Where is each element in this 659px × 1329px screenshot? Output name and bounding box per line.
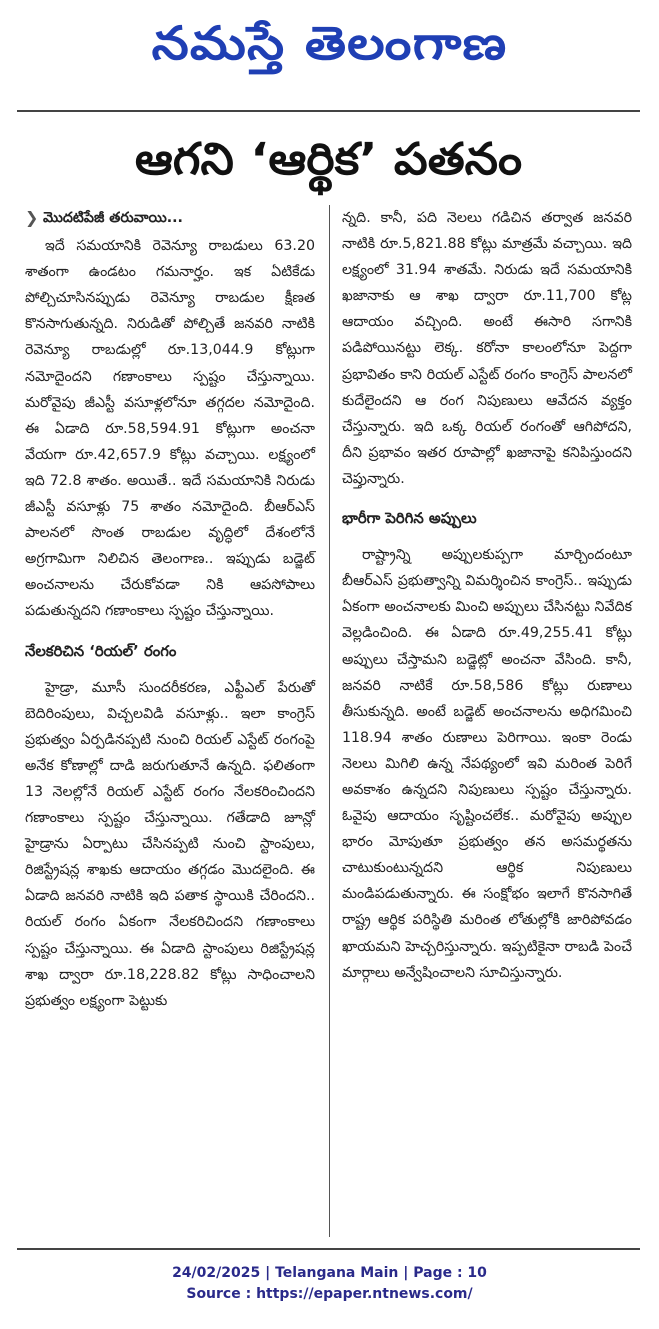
masthead-logo: నమస్తే తెలంగాణ xyxy=(151,16,508,70)
paragraph: ఇదే సమయానికి రెవెన్యూ రాబడులు 63.20 శాతంగా ఉండటం గమనార్హం. ఇక ఏటికేడు పోల్చిచూసినప్పుడు రెవెన్యూ రాబడుల క్షీణత కొనసాగుతున్నది. నిరుడితో పోల్చితే జనవరి నాటికి రెవెన్యూ రాబడుల్లో రూ.13,044.9 కోట్లుగా నమోదైందని గణాంకాలు స్పష్టం చేస్తున్నాయి. మరోవైపు జీఎస్టీ వసూళ్లలోనూ తగ్గదల నమోదైంది. ఈ ఏడాది రూ.58,594.91 కోట్లుగా అంచనా వేయగా రూ.42,657.9 కోట్లు వచ్చాయి. లక్ష్యంలో ఇది 72.8 శాతం. అయితే.. ఇదే సమయానికి నిరుడు జీఎస్టీ వసూళ్లు 75 శాతం నమోదైంది. బీఆర్ఎస్ పాలనలో సొంత రాబడుల వృద్ధిలో దేశంలోనే అగ్రగామిగా నిలిచిన తెలంగాణ.. ఇప్పుడు బడ్జెట్ అంచనాలను చేరుకోవడా నికి ఆపసోపాలు పడుతున్నదని గణాంకాలు స్పష్టం చేస్తున్నాయి. xyxy=(25,238,315,620)
section-subhead: నేలకరిచిన ‘రియల్’ రంగం xyxy=(25,642,177,660)
paragraph: న్నది. కానీ, పది నెలలు గడిచిన తర్వాత జనవరి నాటికి రూ.5,821.88 కోట్లు మాత్రమే వచ్చాయి. ఇది లక్ష్యంలో 31.94 శాతమే. నిరుడు ఇదే సమయానికి ఖజానాకు ఆ శాఖ ద్వారా రూ.11,700 కోట్ల ఆదాయం వచ్చింది. అంటే ఈసారి సగానికి పడిపోయినట్టు లెక్క. కరోనా కాలంలోనూ పెద్దగా ప్రభావితం కాని రియల్ ఎస్టేట్ రంగం కాంగ్రెస్ పాలనలో కుదేలైందని ఆ రంగ నిపుణులు ఆవేదన వ్యక్తం చేస్తున్నారు. ఇది ఒక్క రియల్ రంగంతో ఆగిపోదని, దీని ప్రభావం ఇతర రూపాల్లో ఖజానాపై కనిపిస్తుందని చెప్తున్నారు. xyxy=(342,210,632,487)
paragraph: హైడ్రా, మూసీ సుందరీకరణ, ఎఫ్టీఎల్ పేరుతో బెదిరింపులు, విచ్చలవిడి వసూళ్లు.. ఇలా కాంగ్రెస్ ప్రభుత్వం ఏర్పడినప్పటి నుంచి రియల్ ఎస్టేట్ రంగంపై అనేక కోణాల్లో దాడి జరుగుతూనే ఉన్నది. ఫలితంగా 13 నెలల్లోనే రియల్ ఎస్టేట్ రంగం నేలకరించిందని గణాంకాలు స్పష్టం చేస్తున్నాయి. గతేడాది జూన్లో హైడ్రాను ఏర్పాటు చేసినప్పటి నుంచి స్టాంపులు, రిజిస్ట్రేషన్ల శాఖకు ఆదాయం తగ్గడం మొదలైంది. ఈ ఏడాది జనవరి నాటికి ఇది పతాక స్థాయికి చేరిందని.. రియల్ రంగం ఏకంగా నేలకరిచిందని గణాంకాలు స్పష్టం చేస్తున్నాయి. ఈ ఏడాది స్టాంపులు రిజిస్ట్రేషన్ల శాఖ ద్వారా రూ.18,228.82 కోట్లు సాధించాలని ప్రభుత్వం లక్ష్యంగా పెట్టుకు xyxy=(25,679,315,1009)
chevron-right-icon: ❯ xyxy=(25,208,39,228)
article-column-right xyxy=(342,205,632,986)
section-subhead: భారీగా పెరిగిన అప్పులు xyxy=(342,510,477,528)
kicker-label: మొదటిపేజీ తరువాయి... xyxy=(43,210,183,226)
article-headline: ఆగని ‘ఆర్థిక’ పతనం xyxy=(134,134,523,185)
paragraph: రాష్ట్రాన్ని అప్పులకుప్పగా మార్చిందంటూ బీఆర్ఎస్ ప్రభుత్వాన్ని విమర్శించిన కాంగ్రెస్.. ఇప్పుడు ఏకంగా అంచనాలకు మించి అప్పులు చేసినట్టు నివేదిక వెల్లడించింది. ఈ ఏడాది రూ.49,255.41 కోట్లు అప్పులు చేస్తామని బడ్జెట్లో అంచనా వేసింది. కానీ, జనవరి నాటికే రూ.58,586 కోట్లు రుణాలు తీసుకున్నది. అంటే బడ్జెట్ అంచనాలను అధిగమించి 118.94 శాతం రుణాలు పెరిగాయి. ఇంకా రెండు నెలలు మిగిలి ఉన్న నేపథ్యంలో ఇవి మరింత పెరిగే అవకాశం ఉన్నదని నిపుణులు స్పష్టం చేస్తున్నారు. ఓవైపు ఆదాయం సృష్టించలేక.. మరోవైపు అప్పుల భారం మోపుతూ ప్రభుత్వం తన అసమర్థతను చాటుకుంటున్నదని ఆర్థిక నిపుణులు మండిపడుతున్నారు. ఈ సంక్షోభం ఇలాగే కొనసాగితే రాష్ట్ర ఆర్థిక పరిస్థితి మరింత లోతుల్లోకి జారిపోవడం ఖాయమని హెచ్చరిస్తున్నారు. ఇప్పటికైనా రాబడి పెంచే మార్గాలు అన్వేషించాలని సూచిస్తున్నారు. xyxy=(342,547,632,981)
column-divider xyxy=(329,205,330,1237)
footer-source-link[interactable]: Source : https://epaper.ntnews.com/ xyxy=(186,1286,473,1302)
article-column-left xyxy=(25,205,315,1014)
continued-kicker xyxy=(25,205,315,231)
page-footer xyxy=(0,1263,659,1305)
footer-edition-info: 24/02/2025 | Telangana Main | Page : 10 xyxy=(172,1265,487,1281)
